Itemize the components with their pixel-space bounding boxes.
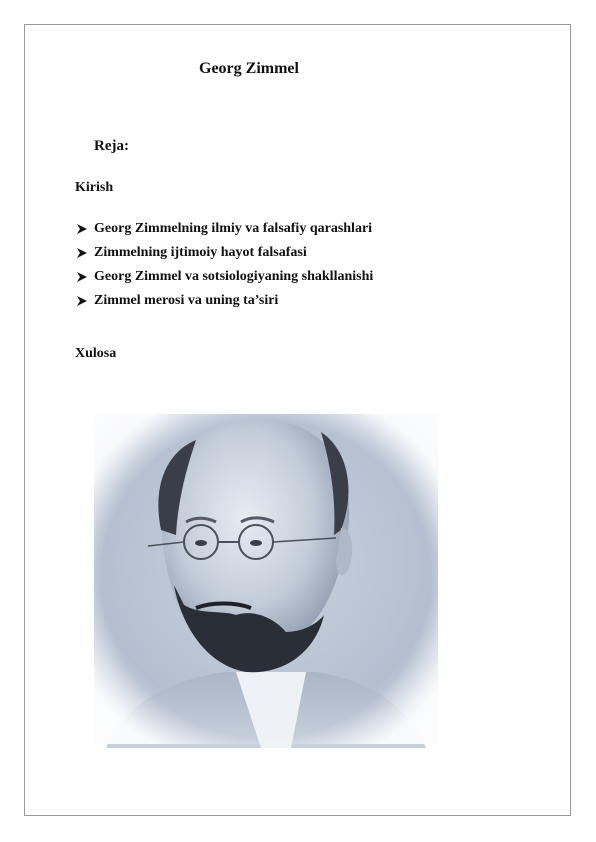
plan-item bbox=[76, 265, 373, 289]
plan-list bbox=[76, 217, 373, 313]
arrow-bullet-icon bbox=[76, 271, 88, 283]
section-intro: Kirish bbox=[75, 180, 114, 195]
plan-item bbox=[76, 289, 373, 313]
arrow-bullet-icon bbox=[76, 223, 88, 235]
page-title: Georg Zimmel bbox=[199, 60, 299, 77]
section-conclusion: Xulosa bbox=[75, 346, 117, 361]
plan-label: Reja: bbox=[94, 138, 129, 154]
plan-item bbox=[76, 217, 373, 241]
portrait-photo bbox=[86, 410, 442, 748]
plan-item bbox=[76, 241, 373, 265]
plan-item-text: Zimmel merosi va uning ta’siri bbox=[94, 293, 279, 308]
plan-item-text: Georg Zimmel va sotsiologiyaning shakllanishi bbox=[94, 269, 374, 284]
plan-item-text: Georg Zimmelning ilmiy va falsafiy qarashlari bbox=[94, 221, 373, 236]
plan-item-text: Zimmelning ijtimoiy hayot falsafasi bbox=[94, 245, 307, 260]
arrow-bullet-icon bbox=[76, 295, 88, 307]
arrow-bullet-icon bbox=[76, 247, 88, 259]
